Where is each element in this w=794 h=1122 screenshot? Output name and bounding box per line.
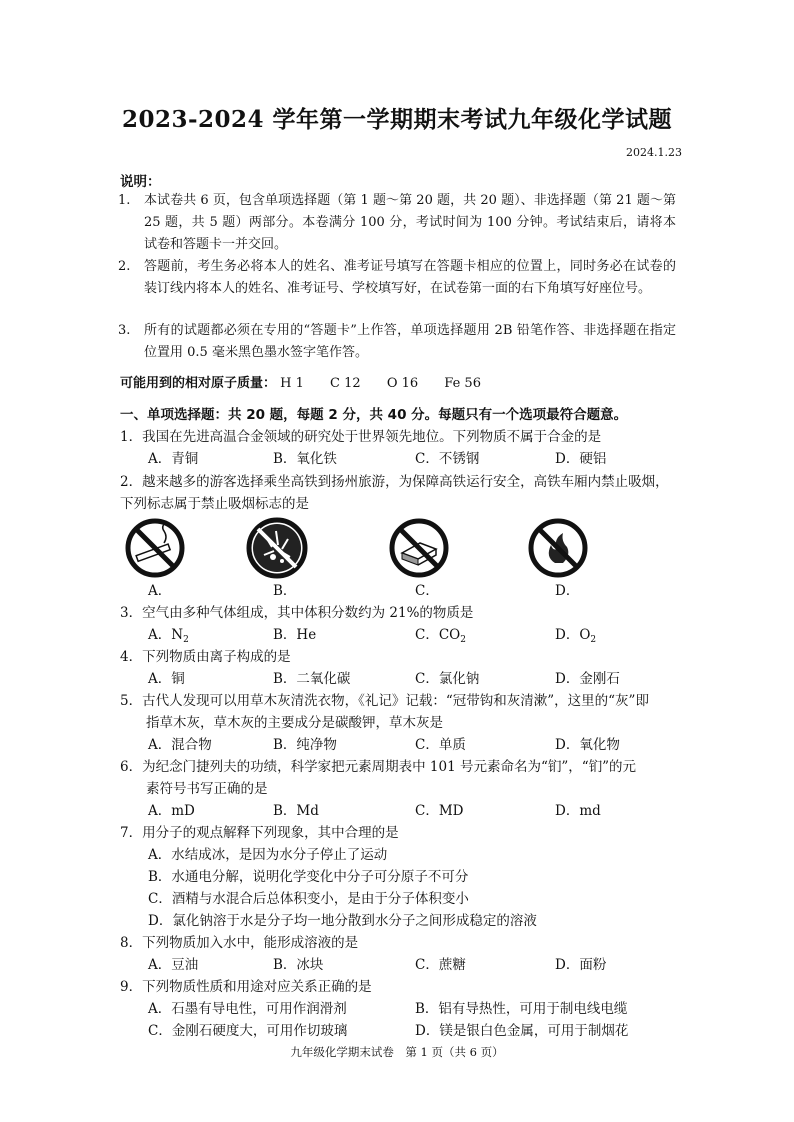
instruction-1: 1. 本试卷共 6 页，包含单项选择题（第 1 题～第 20 题，共 20 题）、非选择题（第 21 题～第 25 题，共 5 题）两部分。本卷满分 100 分，考试时间为 100 分钟。考试结束后，请将本试卷和答题卡一并交回。 — [118, 193, 676, 252]
q7-option-c[interactable]: C．酒精与水混合后总体积变小，是由于分子体积变小 — [148, 891, 469, 907]
q4-option-b[interactable]: B．二氧化碳 — [273, 671, 351, 687]
instructions-heading: 说明： — [120, 174, 161, 190]
q5-option-c[interactable]: C．单质 — [415, 737, 466, 753]
q2-option-a[interactable]: A． — [148, 583, 172, 599]
q9-option-c[interactable]: C．金刚石硬度大，可用作切玻璃 — [148, 1023, 348, 1039]
q8-option-d[interactable]: D．面粉 — [555, 957, 607, 973]
q6-option-d[interactable]: D．md — [555, 803, 601, 819]
no-smoking-sign-icon — [124, 517, 186, 579]
q6-option-b[interactable]: B．Md — [273, 803, 319, 819]
q3-option-b[interactable]: B．He — [273, 627, 317, 643]
no-matches-sign-icon — [388, 517, 450, 579]
q8-option-a[interactable]: A．豆油 — [148, 957, 199, 973]
q9-option-d[interactable]: D．镁是银白色金属，可用于制烟花 — [415, 1023, 629, 1039]
q1-option-a[interactable]: A．青铜 — [148, 451, 199, 467]
q1-option-d[interactable]: D．硬铝 — [555, 451, 607, 467]
question-7: 7．用分子的观点解释下列现象，其中合理的是 — [120, 825, 399, 841]
q5-option-b[interactable]: B．纯净物 — [273, 737, 337, 753]
no-fireworks-sign-icon — [246, 517, 308, 579]
q5-option-d[interactable]: D．氧化物 — [555, 737, 620, 753]
question-2-line2: 下列标志属于禁止吸烟标志的是 — [120, 496, 309, 512]
q6-option-a[interactable]: A．mD — [148, 803, 195, 819]
q3-option-a[interactable]: A．$N_2$ — [148, 627, 189, 645]
question-9: 9．下列物质性质和用途对应关系正确的是 — [120, 979, 372, 995]
q1-option-b[interactable]: B．氧化铁 — [273, 451, 337, 467]
q4-option-d[interactable]: D．金刚石 — [555, 671, 620, 687]
q6-option-c[interactable]: C．MD — [415, 803, 464, 819]
page-footer: 九年级化学期末试卷 第 1 页（共 6 页） — [290, 1045, 504, 1059]
q2-option-b[interactable]: B． — [273, 583, 297, 599]
question-3: 3．空气由多种气体组成，其中体积分数约为 21%的物质是 — [120, 605, 474, 621]
atomic-masses: 可能用到的相对原子质量： H 1 C 12 O 16 Fe 56 — [120, 376, 481, 391]
question-5: 5．古代人发现可以用草木灰清洗衣物，《礼记》记载：“冠带钩和灰清漱”，这里的“灰”即 — [120, 693, 649, 709]
question-6: 6．为纪念门捷列夫的功绩，科学家把元素周期表中 101 号元素命名为“钔”，“钔”的元 — [120, 759, 637, 775]
q3-option-d[interactable]: D．$O_2$ — [555, 627, 597, 645]
q7-option-a[interactable]: A．水结成冰，是因为水分子停止了运动 — [148, 847, 388, 863]
q9-option-b[interactable]: B．铝有导热性，可用于制电线电缆 — [415, 1001, 628, 1017]
instruction-3: 3. 所有的试题都必须在专用的“答题卡”上作答，单项选择题用 2B 铅笔作答、非选择题在指定位置用 0.5 毫米黑色墨水签字笔作答。 — [118, 323, 676, 360]
instruction-2: 2. 答题前，考生务必将本人的姓名、准考证号填写在答题卡相应的位置上，同时务必在试卷的装订线内将本人的姓名、准考证号、学校填写好，在试卷第一面的右下角填写好座位号。 — [118, 259, 676, 296]
exam-date: 2024.1.23 — [626, 146, 682, 159]
section-heading: 一、单项选择题：共 20 题，每题 2 分，共 40 分。每题只有一个选项最符合题意。 — [120, 407, 628, 423]
q8-option-b[interactable]: B．冰块 — [273, 957, 324, 973]
question-6-line2: 素符号书写正确的是 — [146, 781, 268, 797]
question-4: 4．下列物质由离子构成的是 — [120, 649, 291, 665]
q9-option-a[interactable]: A．石墨有导电性，可用作润滑剂 — [148, 1001, 347, 1017]
q7-option-d[interactable]: D．氯化钠溶于水是分子均一地分散到水分子之间形成稳定的溶液 — [148, 913, 537, 929]
question-8: 8．下列物质加入水中，能形成溶液的是 — [120, 935, 359, 951]
q7-option-b[interactable]: B．水通电分解，说明化学变化中分子可分原子不可分 — [148, 869, 469, 885]
q2-option-c[interactable]: C． — [415, 583, 439, 599]
page-title: 2023-2024 学年第一学期期末考试九年级化学试题 — [121, 106, 673, 133]
q2-option-d[interactable]: D． — [555, 583, 580, 599]
q5-option-a[interactable]: A．混合物 — [148, 737, 212, 753]
question-5-line2: 指草木灰，草木灰的主要成分是碳酸钾，草木灰是 — [146, 715, 443, 731]
q4-option-a[interactable]: A．铜 — [148, 671, 185, 687]
q1-option-c[interactable]: C．不锈钢 — [415, 451, 480, 467]
q4-option-c[interactable]: C．氯化钠 — [415, 671, 480, 687]
question-2: 2．越来越多的游客选择乘坐高铁到扬州旅游，为保障高铁运行安全，高铁车厢内禁止吸烟， — [120, 474, 669, 490]
no-open-flame-sign-icon — [527, 517, 589, 579]
q8-option-c[interactable]: C．蔗糖 — [415, 957, 466, 973]
question-1: 1．我国在先进高温合金领域的研究处于世界领先地位。下列物质不属于合金的是 — [120, 429, 602, 445]
q3-option-c[interactable]: C．$CO_2$ — [415, 627, 466, 645]
